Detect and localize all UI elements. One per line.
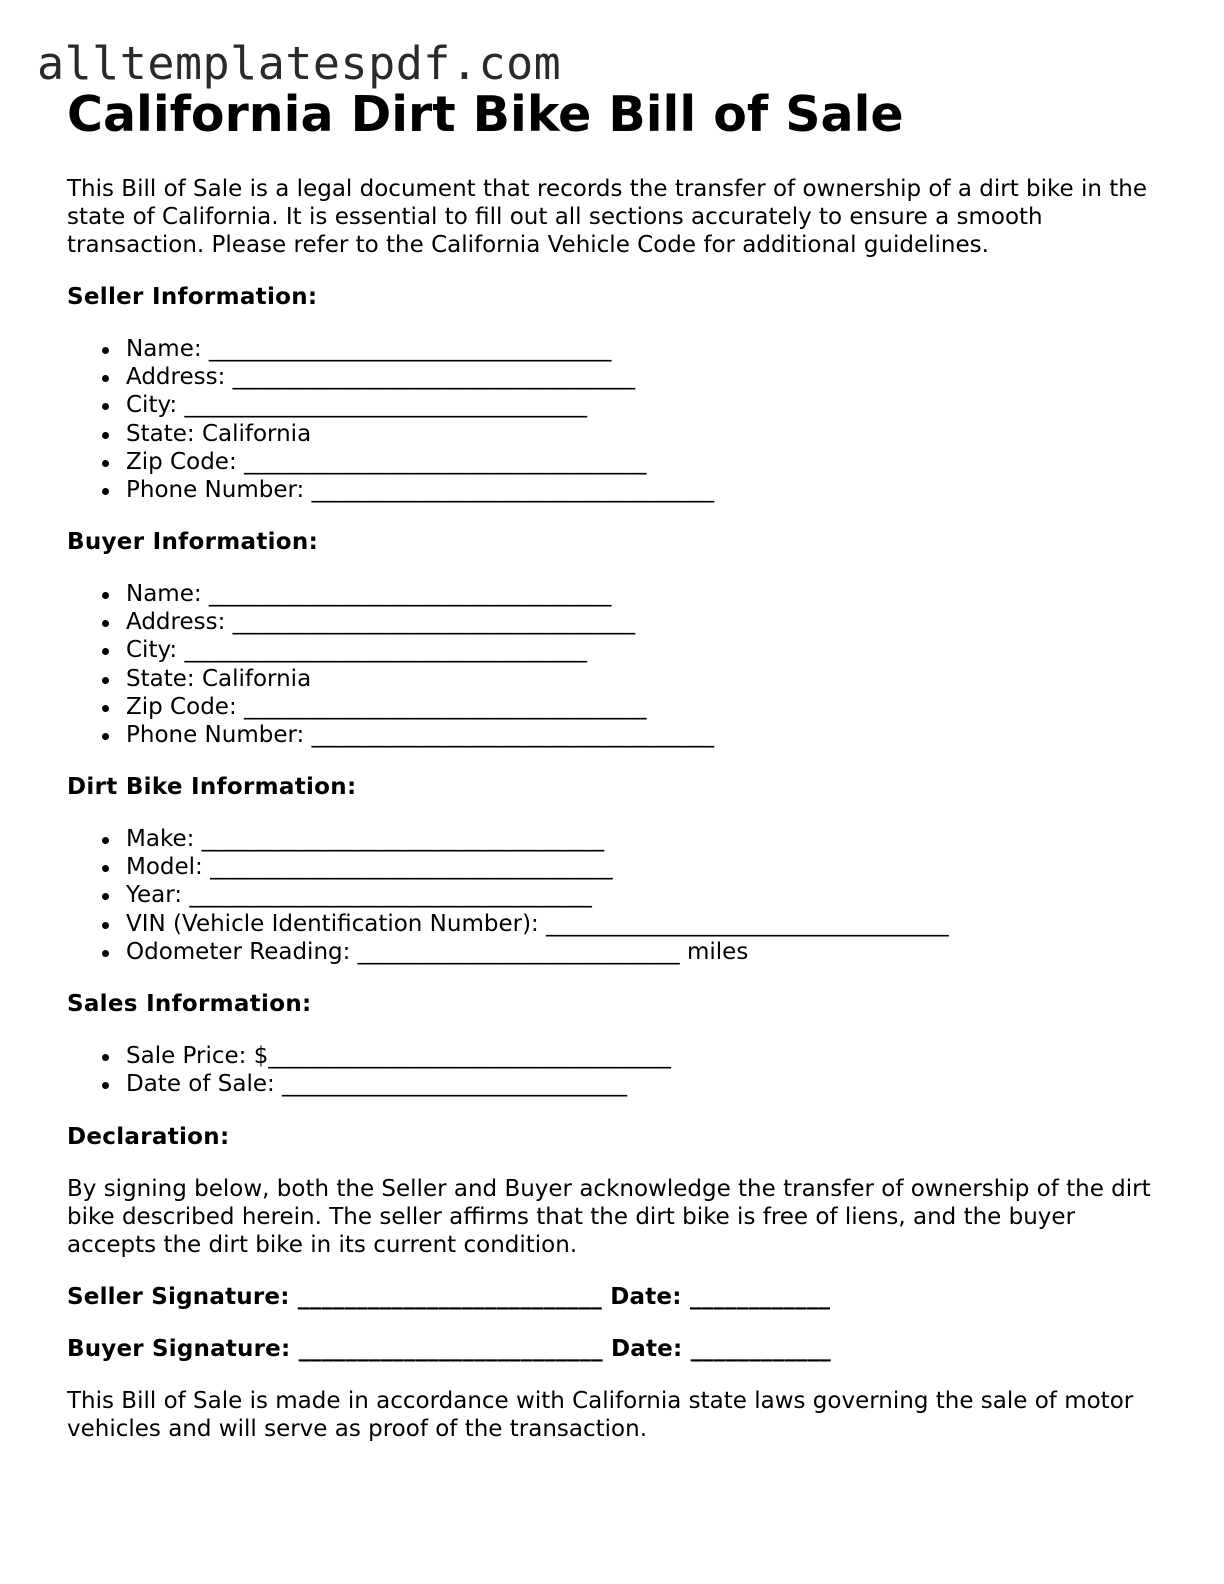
seller-section-heading: Seller Information:	[67, 284, 318, 310]
intro-paragraph: This Bill of Sale is a legal document that records the transfer of ownership of a dirt bike in the state of California. It is essential to fill out all sections accurately to ensure a smooth transaction. Please refer to the California Vehicle Code for additional guidelines.	[67, 176, 1148, 259]
buyer-city-field[interactable]: City: ___________________________________	[67, 636, 714, 664]
seller-city-field[interactable]: City: ___________________________________	[67, 391, 714, 419]
buyer-address-field[interactable]: Address: ___________________________________	[67, 608, 714, 636]
buyer-signature-line[interactable]: Buyer Signature: __________________________ Date: ____________	[67, 1336, 831, 1362]
bike-vin-field[interactable]: VIN (Vehicle Identification Number): ___________________________________	[67, 910, 949, 938]
buyer-name-field[interactable]: Name: ___________________________________	[67, 580, 714, 608]
bike-make-field[interactable]: Make: ___________________________________	[67, 825, 949, 853]
seller-signature-line[interactable]: Seller Signature: __________________________ Date: ____________	[67, 1284, 831, 1310]
sales-fields-list	[67, 1042, 671, 1098]
buyer-phone-field[interactable]: Phone Number: ___________________________________	[67, 721, 714, 749]
bike-fields-list	[67, 825, 949, 966]
seller-address-field[interactable]: Address: ___________________________________	[67, 363, 714, 391]
sale-date-field[interactable]: Date of Sale: ______________________________	[67, 1070, 671, 1098]
bike-section-heading: Dirt Bike Information:	[67, 774, 357, 800]
buyer-fields-list	[67, 580, 714, 749]
closing-paragraph: This Bill of Sale is made in accordance with California state laws governing the sale of motor vehicles and will serve as proof of the transaction.	[67, 1388, 1134, 1443]
seller-phone-field[interactable]: Phone Number: ___________________________________	[67, 476, 714, 504]
buyer-state-field: State: California	[67, 665, 714, 693]
declaration-heading: Declaration:	[67, 1124, 230, 1150]
buyer-section-heading: Buyer Information:	[67, 529, 319, 555]
seller-fields-list	[67, 335, 714, 504]
bike-model-field[interactable]: Model: ___________________________________	[67, 853, 949, 881]
declaration-paragraph: By signing below, both the Seller and Buyer acknowledge the transfer of ownership of the dirt bike described herein. The seller affirms that the dirt bike is free of liens, and the buyer accepts the dirt bike in its current condition.	[67, 1176, 1151, 1259]
seller-zip-field[interactable]: Zip Code: ___________________________________	[67, 448, 714, 476]
seller-state-field: State: California	[67, 420, 714, 448]
buyer-zip-field[interactable]: Zip Code: ___________________________________	[67, 693, 714, 721]
seller-name-field[interactable]: Name: ___________________________________	[67, 335, 714, 363]
sale-price-field[interactable]: Sale Price: $___________________________________	[67, 1042, 671, 1070]
watermark-text: alltemplatespdf.com	[37, 37, 562, 90]
sales-section-heading: Sales Information:	[67, 991, 312, 1017]
bike-year-field[interactable]: Year: ___________________________________	[67, 881, 949, 909]
bike-odometer-field[interactable]: Odometer Reading: ____________________________ miles	[67, 938, 949, 966]
document-title: California Dirt Bike Bill of Sale	[67, 86, 904, 143]
